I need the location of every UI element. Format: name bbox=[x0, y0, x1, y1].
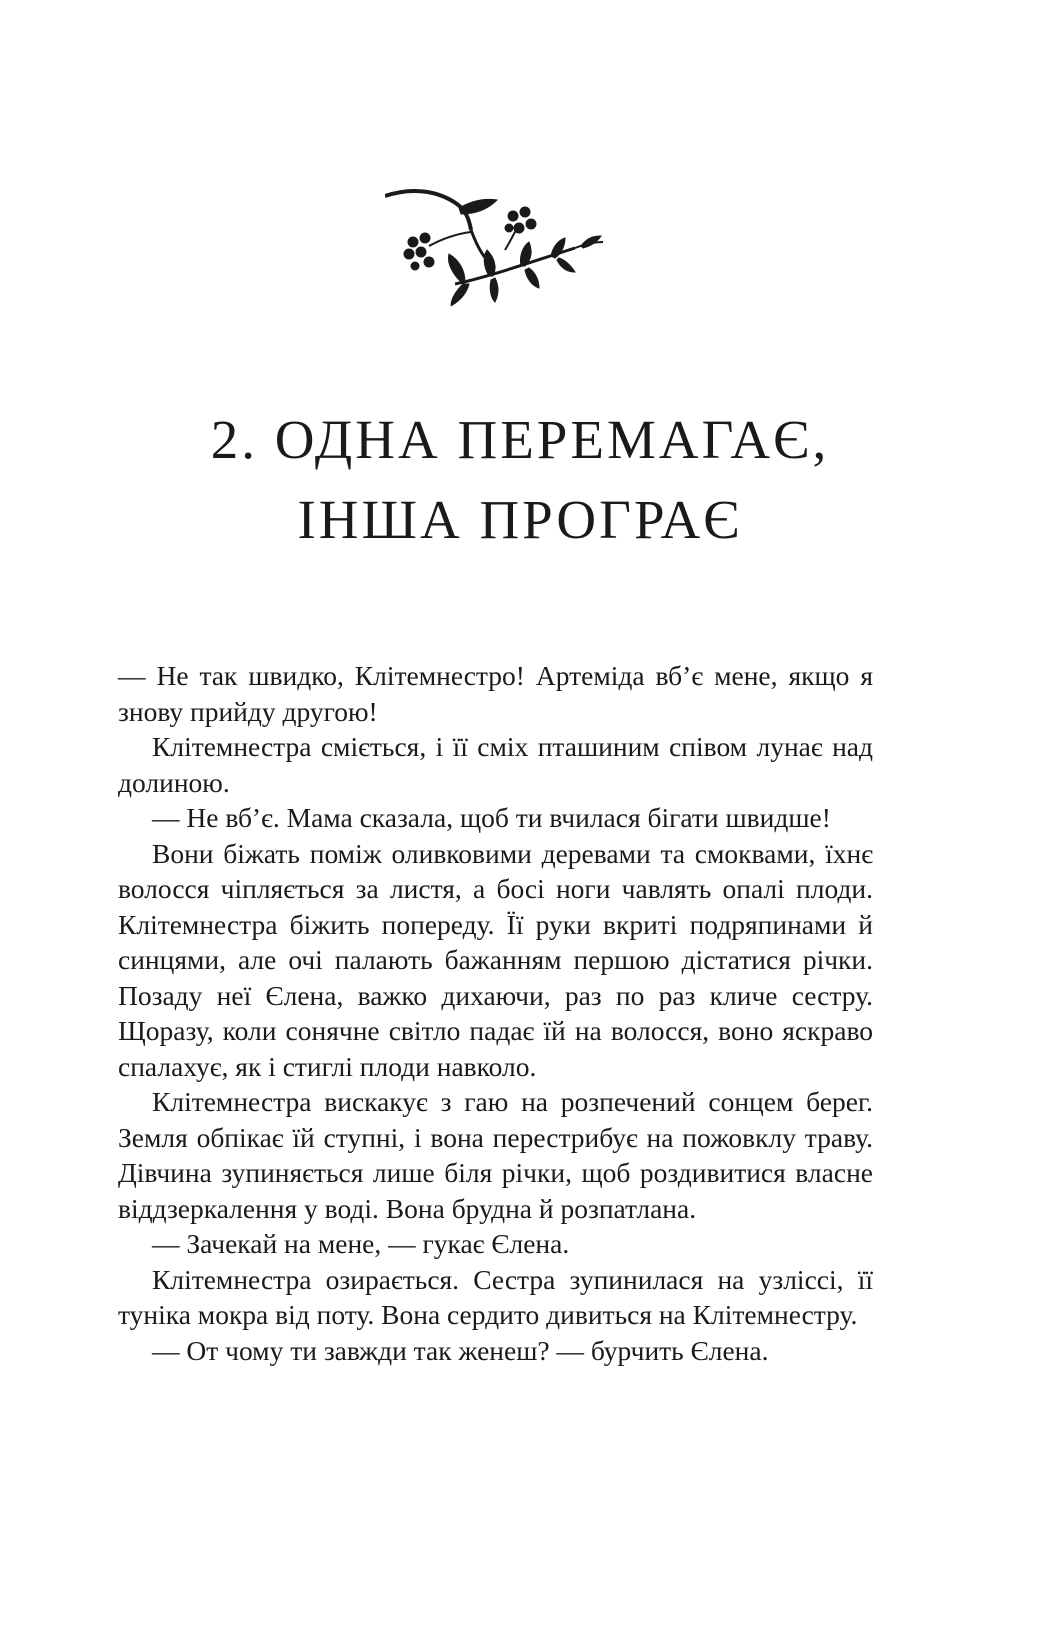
chapter-body bbox=[118, 658, 873, 1368]
paragraph-6: — Зачекай на мене, — гукає Єлена. bbox=[152, 1228, 570, 1259]
chapter-title-line-2: ІНША ПРОГРАЄ bbox=[297, 489, 743, 550]
berry-branch-icon bbox=[385, 188, 605, 306]
paragraph-5: Клітемнестра вискакує з гаю на розпечений сонцем берег. Земля обпікає їй ступні, і вона перестрибує на пожовклу траву. Дівчина зупиняється лише біля річки, щоб роздивитися власне віддзеркалення у воді. Вона брудна й розпатлана. bbox=[118, 1086, 873, 1224]
paragraph-3: — Не вб’є. Мама сказала, щоб ти вчилася бігати швидше! bbox=[152, 802, 831, 833]
paragraph-7: Клітемнестра озирається. Сестра зупинилася на узліссі, її туніка мокра від поту. Вона сердито дивиться на Клітемнестру. bbox=[118, 1263, 873, 1330]
chapter-title bbox=[0, 400, 1040, 560]
chapter-title-line-1: 2. ОДНА ПЕРЕМАГАЄ, bbox=[210, 409, 830, 470]
paragraph-1: — Не так швидко, Клітемнестро! Артеміда вб’є мене, якщо я знову прийду другою! bbox=[118, 660, 873, 727]
paragraph-4: Вони біжать поміж оливковими деревами та смоквами, їхнє волосся чіпляється за листя, а босі ноги чавлять опалі плоди. Клітемнестра біжить попереду. Її руки вкриті подряпинами й синцями, але очі палають бажанням першою дістатися річки. Позаду неї Єлена, важко дихаючи, раз по раз кличе сестру. Щоразу, коли сонячне світло падає їй на волосся, воно яскраво спалахує, як і стиглі плоди навколо. bbox=[118, 837, 873, 1082]
paragraph-8: — От чому ти завжди так женеш? — бурчить Єлена. bbox=[152, 1334, 769, 1366]
paragraph-2: Клітемнестра сміється, і її сміх пташиним співом лунає над долиною. bbox=[118, 731, 873, 798]
